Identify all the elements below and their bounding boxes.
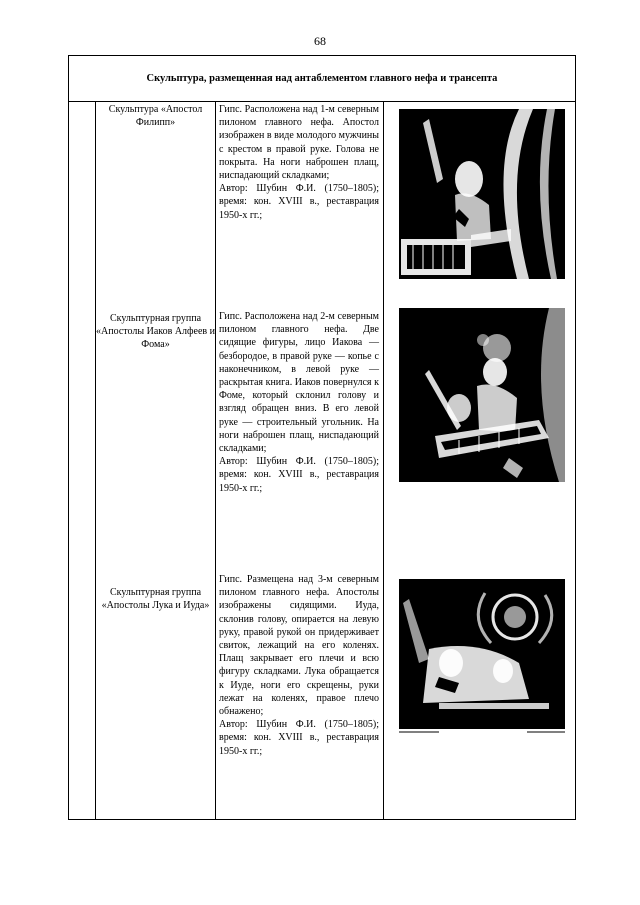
author-text: Автор: Шубин Ф.И. (1750–1805); время: кон. XVIII в., реставрация 1950-х гг.; bbox=[219, 719, 379, 757]
description-text: Гипс. Расположена над 2-м северным пилоном главного нефа. Две сидящие фигуры, лицо Иакова — безбородое, в правой руке — копье с наконечником, в левой руке — раскрытая книга. Иаков повернулся к Фоме, который склонил голову и взгляд обращен вниз. В его левой руке — строительный угольник. На ноги наброшен плащ, ниспадающий складками; bbox=[219, 311, 379, 455]
table-title: Скульптура, размещенная над антаблементом главного нефа и трансепта bbox=[69, 56, 575, 102]
sculpture-name: Скульптура «Апостол Филипп» bbox=[108, 104, 203, 128]
sculpture-name: Скульптурная группа «Апостолы Иаков Алфеев и Фома» bbox=[96, 313, 215, 350]
author-text: Автор: Шубин Ф.И. (1750–1805); время: кон. XVIII в., реставрация 1950-х гг.; bbox=[219, 183, 379, 221]
sculpture-description bbox=[219, 310, 379, 495]
sculpture-name: Скульптурная группа «Апостолы Лука и Иуда» bbox=[101, 587, 210, 611]
sculpture-photo bbox=[399, 109, 565, 279]
column-divider bbox=[383, 101, 384, 819]
sculpture-table bbox=[68, 55, 576, 820]
sculpture-description bbox=[219, 573, 379, 758]
photo-apostle-philip bbox=[399, 109, 565, 279]
photo-apostles-james-thomas bbox=[399, 308, 565, 482]
page-number: 68 bbox=[314, 34, 326, 48]
sculpture-photo bbox=[399, 308, 565, 482]
photo-apostles-luke-jude bbox=[399, 579, 565, 737]
column-divider bbox=[215, 101, 216, 819]
sculpture-photo bbox=[399, 579, 565, 737]
column-divider bbox=[95, 101, 96, 819]
author-text: Автор: Шубин Ф.И. (1750–1805); время: кон. XVIII в., реставрация 1950-х гг.; bbox=[219, 456, 379, 494]
description-text: Гипс. Расположена над 1-м северным пилоном главного нефа. Апостол изображен в виде молодого мужчины с крестом в правой руке. Голова не покрыта. На ноги наброшен плащ, ниспадающий складками; bbox=[219, 104, 379, 182]
sculpture-description bbox=[219, 103, 379, 222]
description-text: Гипс. Размещена над 3-м северным пилоном главного нефа. Апостолы изображены сидящими. Иуда, склонив голову, опирается на левую руку, правой рукой он придерживает свиток, лежащий на его коленях. Плащ закрывает его плечи и всю фигуру складками. Лука обращается к Иуде, ноги его скрещены, руки лежат на коленях, правое плечо обнажено; bbox=[219, 574, 379, 718]
